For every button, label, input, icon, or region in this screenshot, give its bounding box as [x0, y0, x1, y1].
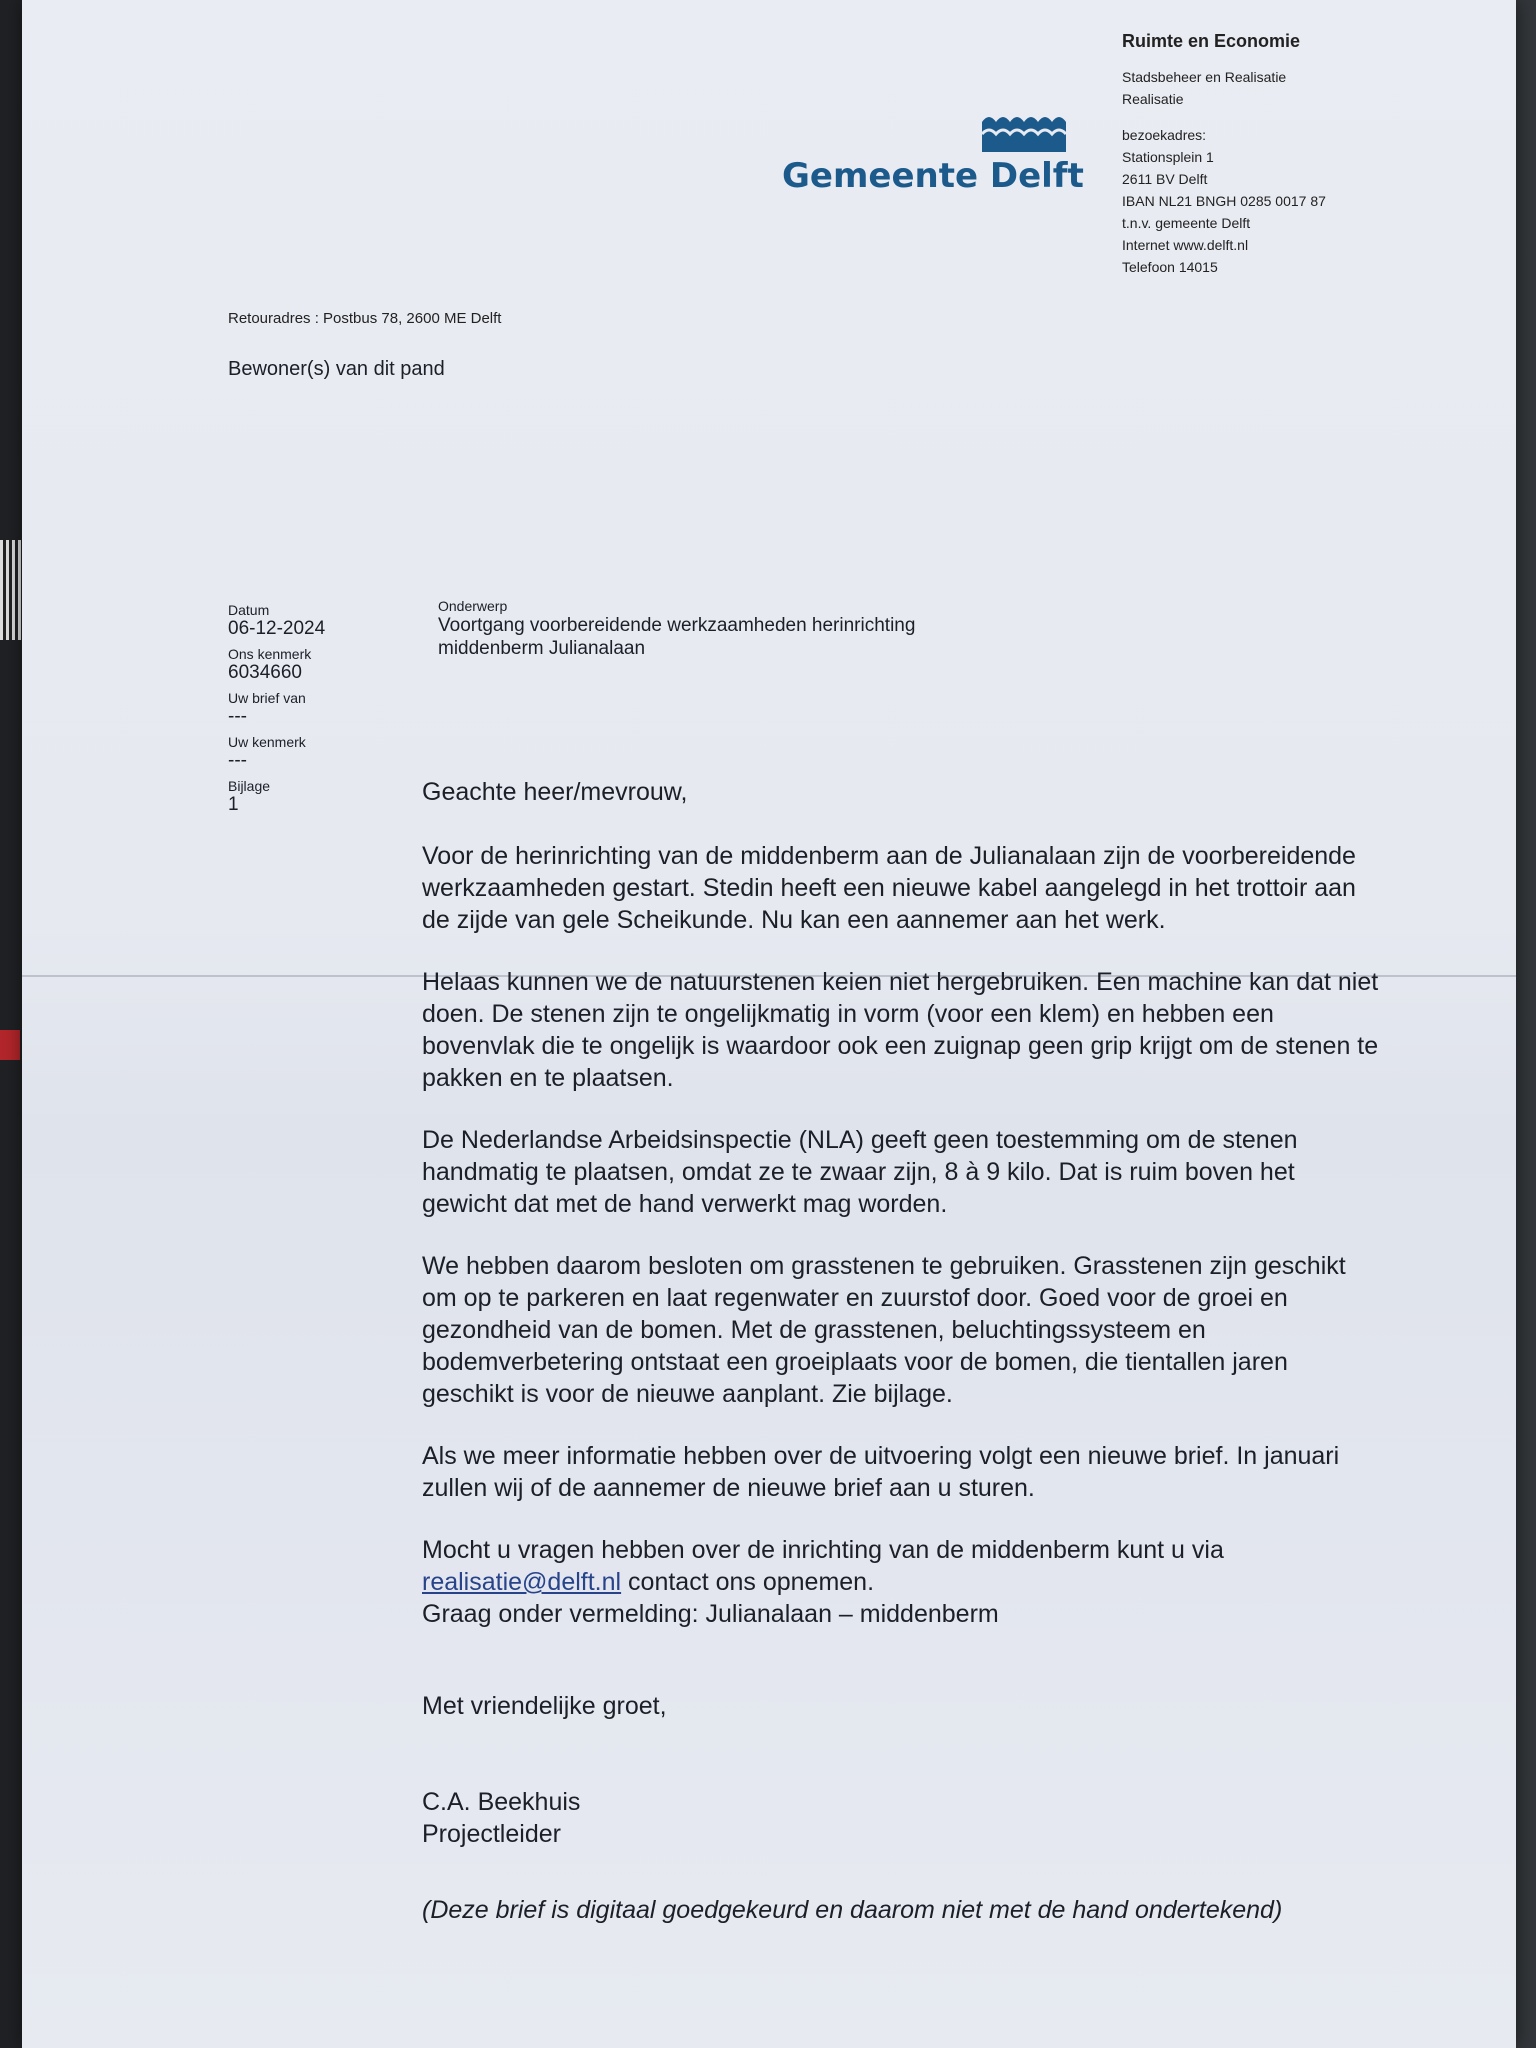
- website: Internet www.delft.nl: [1122, 237, 1249, 253]
- sender-block: [1122, 30, 1326, 278]
- subject-block: [438, 598, 998, 660]
- subject-label: Onderwerp: [438, 598, 508, 614]
- your-reference-label: Uw kenmerk: [228, 734, 306, 750]
- letter-meta: [228, 596, 388, 816]
- unit-line-2: Realisatie: [1122, 91, 1184, 107]
- paragraph-1: Voor de herinrichting van de middenberm aan de Julianalaan zijn de voorbereidende werkzaamheden gestart. Stedin heeft een nieuwe kabel aangelegd in het trottoir aan de zijde van gele Scheikunde. Nu kan een aannemer aan het werk.: [422, 842, 1356, 934]
- date-label: Datum: [228, 602, 270, 618]
- delft-waves-icon: [982, 112, 1066, 152]
- signer-title: Projectleider: [422, 1820, 561, 1848]
- paragraph-2: Helaas kunnen we de natuurstenen keien niet hergebruiken. Een machine kan dat niet doen. De stenen zijn te ongelijkmatig in vorm (voor een klem) en hebben een bovenvlak die te ongelijk is waardoor ook een zuignap geen grip krijgt om de stenen te pakken en te plaatsen.: [422, 968, 1379, 1092]
- date-value: 06-12-2024: [228, 618, 326, 639]
- your-reference-value: ---: [228, 750, 247, 771]
- reference-note: Graag onder vermelding: Julianalaan – middenberm: [422, 1600, 999, 1628]
- paragraph-4: We hebben daarom besloten om grasstenen te gebruiken. Grasstenen zijn geschikt om op te parkeren en laat regenwater en zuurstof door. Goed voor de groei en gezondheid van de bomen. Met de grasstenen, beluchtingssysteem en bodemverbetering ontstaat een groeiplaats voor de bomen, die tientallen jaren geschikt is voor de nieuwe aanplant. Zie bijlage.: [422, 1252, 1346, 1408]
- your-letter-value: ---: [228, 706, 247, 727]
- return-address: Retouradres : Postbus 78, 2600 ME Delft: [228, 310, 502, 327]
- account-holder: t.n.v. gemeente Delft: [1122, 215, 1251, 231]
- visit-address-city: 2611 BV Delft: [1122, 171, 1208, 187]
- addressee: Bewoner(s) van dit pand: [228, 358, 445, 380]
- iban: IBAN NL21 BNGH 0285 0017 87: [1122, 193, 1326, 209]
- visit-address-street: Stationsplein 1: [1122, 149, 1214, 165]
- red-label-scrap: [0, 1030, 20, 1060]
- logo-wordmark: Gemeente Delft: [782, 156, 1084, 196]
- contact-line: Mocht u vragen hebben over de inrichting van de middenberm kunt u via: [422, 1536, 1224, 1564]
- subject-line-1: Voortgang voorbereidende werkzaamheden herinrichting: [438, 615, 916, 636]
- visit-address-label: bezoekadres:: [1122, 127, 1207, 143]
- attachment-value: 1: [228, 794, 239, 815]
- attachment-label: Bijlage: [228, 778, 271, 794]
- reference-label: Ons kenmerk: [228, 646, 312, 662]
- your-letter-label: Uw brief van: [228, 690, 306, 706]
- contact-suffix: contact ons opnemen.: [621, 1568, 875, 1596]
- letter-body: [422, 776, 1382, 1926]
- digital-approval-note: (Deze brief is digitaal goedgekeurd en daarom niet met de hand ondertekend): [422, 1896, 1283, 1924]
- unit-line-1: Stadsbeheer en Realisatie: [1122, 69, 1287, 85]
- closing: Met vriendelijke groet,: [422, 1692, 667, 1720]
- salutation: Geachte heer/mevrouw,: [422, 778, 688, 806]
- paragraph-3: De Nederlandse Arbeidsinspectie (NLA) geeft geen toestemming om de stenen handmatig te plaatsen, omdat ze te zwaar zijn, 8 à 9 kilo. Dat is ruim boven het gewicht dat met de hand verwerkt mag worden.: [422, 1126, 1298, 1218]
- signature-block: [422, 1786, 1382, 1850]
- reference-value: 6034660: [228, 662, 302, 683]
- paragraph-5: Als we meer informatie hebben over de uitvoering volgt een nieuwe brief. In januari zullen wij of de aannemer de nieuwe brief aan u sturen.: [422, 1442, 1340, 1502]
- letter-sheet: [22, 0, 1516, 2048]
- signer-name: C.A. Beekhuis: [422, 1788, 581, 1816]
- subject-line-2: middenberm Julianalaan: [438, 638, 646, 659]
- paragraph-6: [422, 1534, 1382, 1630]
- phone-number: Telefoon 14015: [1122, 259, 1218, 275]
- email-link[interactable]: realisatie@delft.nl: [422, 1568, 622, 1596]
- department-name: Ruimte en Economie: [1122, 31, 1301, 51]
